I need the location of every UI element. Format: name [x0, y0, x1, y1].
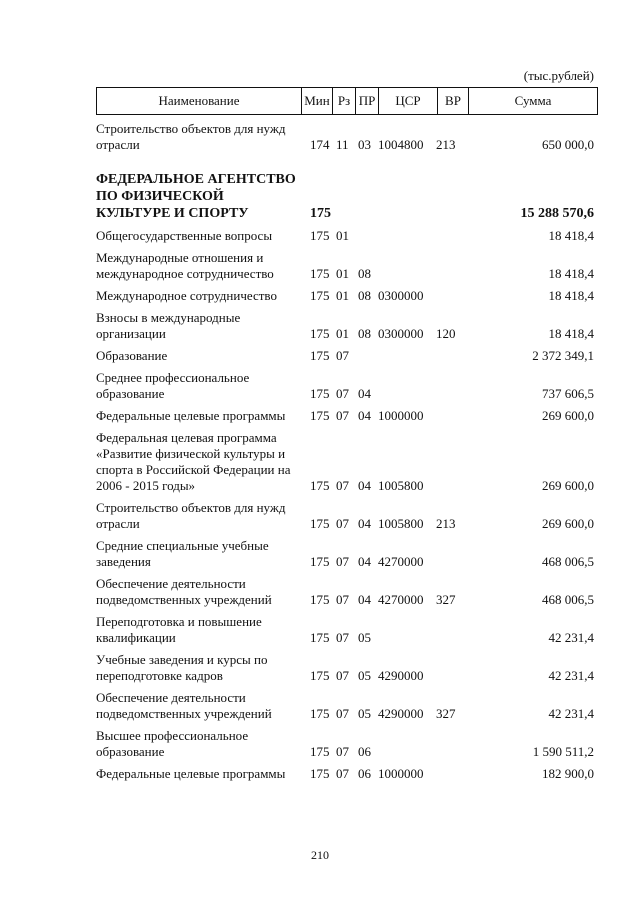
row-vr: 213 [436, 137, 456, 152]
row-name: Переподготовка и повышение квалификации [96, 614, 262, 645]
row-codes [310, 766, 466, 782]
row-pr: 08 [358, 326, 371, 341]
row-pr: 04 [358, 478, 371, 493]
row-rz: 07 [336, 744, 349, 759]
row-name: Взносы в международные организации [96, 310, 241, 341]
row-sum: 182 900,0 [542, 766, 594, 781]
row-codes [310, 266, 466, 282]
row-rz: 07 [336, 516, 349, 531]
row-csr: 4290000 [378, 668, 424, 683]
row-rz: 07 [336, 348, 349, 363]
row-codes [310, 326, 466, 342]
table-row [96, 652, 598, 684]
row-rz: 07 [336, 478, 349, 493]
row-codes [310, 228, 466, 244]
row-rz: 07 [336, 592, 349, 607]
row-pr: 08 [358, 288, 371, 303]
row-csr: 1000000 [378, 766, 424, 781]
row-rz: 07 [336, 766, 349, 781]
row-csr: 4270000 [378, 554, 424, 569]
row-name: Строительство объектов для нужд отрасли [96, 500, 286, 531]
row-min: 175 [310, 408, 330, 423]
section-spacer [96, 159, 598, 171]
row-min: 175 [310, 516, 330, 531]
row-codes [310, 516, 466, 532]
row-vr: 327 [436, 706, 456, 721]
row-csr: 0300000 [378, 326, 424, 341]
row-sum: 42 231,4 [548, 630, 594, 645]
row-codes [310, 630, 466, 646]
table-body [96, 121, 598, 788]
row-sum: 2 372 349,1 [532, 348, 594, 363]
row-sum: 42 231,4 [548, 706, 594, 721]
table-row [96, 250, 598, 282]
row-name: Среднее профессиональное образование [96, 370, 250, 401]
table-row [96, 690, 598, 722]
row-codes [310, 706, 466, 722]
row-rz: 01 [336, 266, 349, 281]
row-name: Высшее профессиональное образование [96, 728, 249, 759]
table-row [96, 538, 598, 570]
header-name: Наименование [97, 88, 302, 115]
row-csr: 1000000 [378, 408, 424, 423]
row-min: 175 [310, 228, 330, 243]
row-sum: 269 600,0 [542, 478, 594, 493]
row-csr: 1004800 [378, 137, 424, 152]
row-name: Международные отношения и международное сотрудничество [96, 250, 274, 281]
row-min: 175 [310, 766, 330, 781]
row-rz: 01 [336, 288, 349, 303]
row-sum: 42 231,4 [548, 668, 594, 683]
header-pr: ПР [356, 88, 379, 115]
row-name: Учебные заведения и курсы по переподготовке кадров [96, 652, 268, 683]
table-row [96, 348, 598, 364]
row-min: 175 [310, 348, 330, 363]
row-sum: 468 006,5 [542, 554, 594, 569]
row-name: Федеральные целевые программы [96, 766, 286, 781]
row-min: 175 [310, 554, 330, 569]
row-rz: 07 [336, 668, 349, 683]
row-codes [310, 288, 466, 304]
row-csr: 1005800 [378, 516, 424, 531]
row-min: 175 [310, 592, 330, 607]
row-csr: 4270000 [378, 592, 424, 607]
table-row [96, 430, 598, 494]
row-rz: 07 [336, 706, 349, 721]
row-vr: 120 [436, 326, 456, 341]
row-codes [310, 386, 466, 402]
row-codes [310, 137, 466, 153]
table-row [96, 310, 598, 342]
header-min: Мин [302, 88, 333, 115]
row-codes [310, 348, 466, 364]
row-name: Общегосударственные вопросы [96, 228, 273, 243]
table-row [96, 766, 598, 782]
row-rz: 07 [336, 630, 349, 645]
row-min: 175 [310, 668, 330, 683]
row-pr: 06 [358, 744, 371, 759]
row-min: 175 [310, 630, 330, 645]
row-min: 175 [310, 744, 330, 759]
header-sum: Сумма [469, 88, 598, 115]
row-rz: 01 [336, 228, 349, 243]
row-min: 175 [310, 288, 330, 303]
table-row [96, 500, 598, 532]
row-sum: 650 000,0 [542, 137, 594, 152]
row-sum: 18 418,4 [548, 288, 594, 303]
row-min: 175 [310, 478, 330, 493]
row-name: Средние специальные учебные заведения [96, 538, 269, 569]
row-pr: 04 [358, 592, 371, 607]
header-rz: Рз [333, 88, 356, 115]
row-vr: 327 [436, 592, 456, 607]
row-codes [310, 478, 466, 494]
row-vr: 213 [436, 516, 456, 531]
row-pr: 05 [358, 630, 371, 645]
row-rz: 07 [336, 554, 349, 569]
table-row [96, 614, 598, 646]
row-rz: 01 [336, 326, 349, 341]
row-sum: 18 418,4 [548, 228, 594, 243]
row-sum: 737 606,5 [542, 386, 594, 401]
header-vr: ВР [438, 88, 469, 115]
row-pr: 08 [358, 266, 371, 281]
row-sum: 18 418,4 [548, 266, 594, 281]
table-row [96, 228, 598, 244]
row-sum: 18 418,4 [548, 326, 594, 341]
row-rz: 07 [336, 386, 349, 401]
row-name: Образование [96, 348, 168, 363]
row-name: Федеральная целевая программа «Развитие физической культуры и спорта в Российской Федерации на 2006 - 2015 годы» [96, 430, 291, 493]
unit-label: (тыс.рублей) [523, 68, 594, 83]
row-pr: 05 [358, 668, 371, 683]
row-min: 175 [310, 206, 331, 221]
row-sum: 15 288 570,6 [520, 206, 594, 221]
row-csr: 1005800 [378, 478, 424, 493]
row-name: ФЕДЕРАЛЬНОЕ АГЕНТСТВО ПО ФИЗИЧЕСКОЙ КУЛЬТУРЕ И СПОРТУ [96, 172, 296, 221]
row-min: 175 [310, 266, 330, 281]
table-header [96, 87, 598, 115]
row-csr: 4290000 [378, 706, 424, 721]
row-pr: 05 [358, 706, 371, 721]
table-row [96, 370, 598, 402]
table-row [96, 408, 598, 424]
row-pr: 06 [358, 766, 371, 781]
row-codes [310, 744, 466, 760]
header-csr: ЦСР [379, 88, 438, 115]
table-row-agency [96, 171, 598, 222]
row-sum: 269 600,0 [542, 516, 594, 531]
row-codes [310, 668, 466, 684]
table-row [96, 288, 598, 304]
row-pr: 04 [358, 386, 371, 401]
row-rz: 11 [336, 137, 349, 152]
row-name: Федеральные целевые программы [96, 408, 286, 423]
row-pr: 03 [358, 137, 371, 152]
row-csr: 0300000 [378, 288, 424, 303]
row-pr: 04 [358, 554, 371, 569]
row-name: Строительство объектов для нужд отрасли [96, 121, 286, 152]
row-sum: 468 006,5 [542, 592, 594, 607]
row-sum: 1 590 511,2 [532, 744, 594, 759]
row-pr: 04 [358, 408, 371, 423]
row-sum: 269 600,0 [542, 408, 594, 423]
row-codes [310, 554, 466, 570]
table-row [96, 576, 598, 608]
page-number: 210 [311, 848, 329, 862]
row-pr: 04 [358, 516, 371, 531]
table-row [96, 728, 598, 760]
row-name: Обеспечение деятельности подведомственных учреждений [96, 690, 272, 721]
row-codes [310, 205, 466, 222]
row-min: 175 [310, 386, 330, 401]
row-rz: 07 [336, 408, 349, 423]
row-min: 175 [310, 706, 330, 721]
row-min: 175 [310, 326, 330, 341]
row-codes [310, 408, 466, 424]
row-name: Международное сотрудничество [96, 288, 277, 303]
row-codes [310, 592, 466, 608]
table-row [96, 121, 598, 153]
row-name: Обеспечение деятельности подведомственных учреждений [96, 576, 272, 607]
row-min: 174 [310, 137, 330, 152]
